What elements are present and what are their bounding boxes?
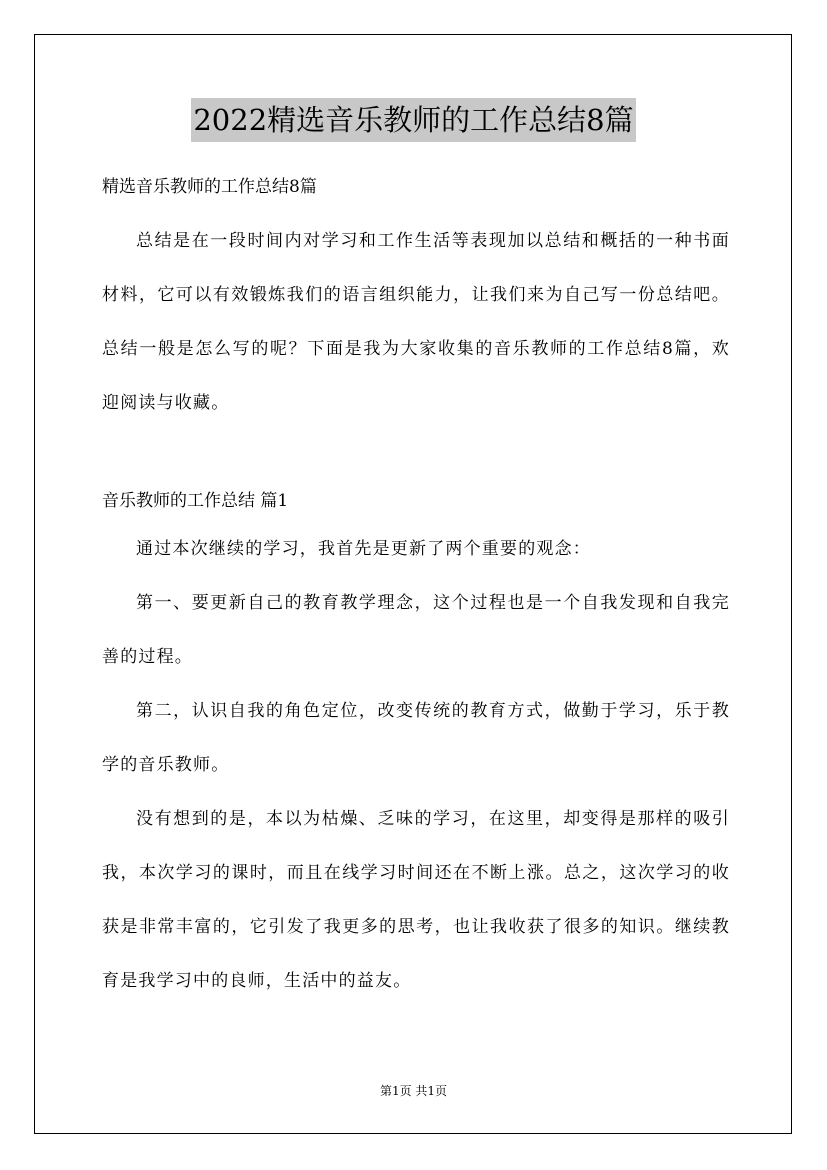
title-container	[0, 98, 827, 142]
section-gap	[102, 430, 730, 480]
body-paragraph-1: 通过本次继续的学习，我首先是更新了两个重要的观念：	[136, 539, 591, 559]
body-paragraph-2: 第一、要更新自己的教育教学理念，这个过程也是一个自我发现和自我完善的过程。	[102, 593, 730, 667]
intro-paragraph: 总结是在一段时间内对学习和工作生活等表现加以总结和概括的一种书面材料，它可以有效锻炼我们的语言组织能力，让我们来为自己写一份总结吧。总结一般是怎么写的呢？下面是我为大家收集的音乐教师的工作总结8篇，欢迎阅读与收藏。	[102, 231, 730, 413]
document-title: 2022精选音乐教师的工作总结8篇	[191, 98, 635, 142]
document-body	[102, 170, 730, 1008]
body-paragraph-4: 没有想到的是，本以为枯燥、乏味的学习，在这里，却变得是那样的吸引我，本次学习的课时，而且在线学习时间还在不断上涨。总之，这次学习的收获是非常丰富的，它引发了我更多的思考，也让我收获了很多的知识。继续教育是我学习中的良师，生活中的益友。	[102, 809, 730, 991]
body-paragraph-3: 第二，认识自我的角色定位，改变传统的教育方式，做勤于学习，乐于教学的音乐教师。	[102, 701, 730, 775]
section-heading: 音乐教师的工作总结 篇1	[102, 491, 289, 511]
page-footer: 第1页 共1页	[379, 1084, 448, 1098]
document-subtitle: 精选音乐教师的工作总结8篇	[102, 177, 317, 197]
